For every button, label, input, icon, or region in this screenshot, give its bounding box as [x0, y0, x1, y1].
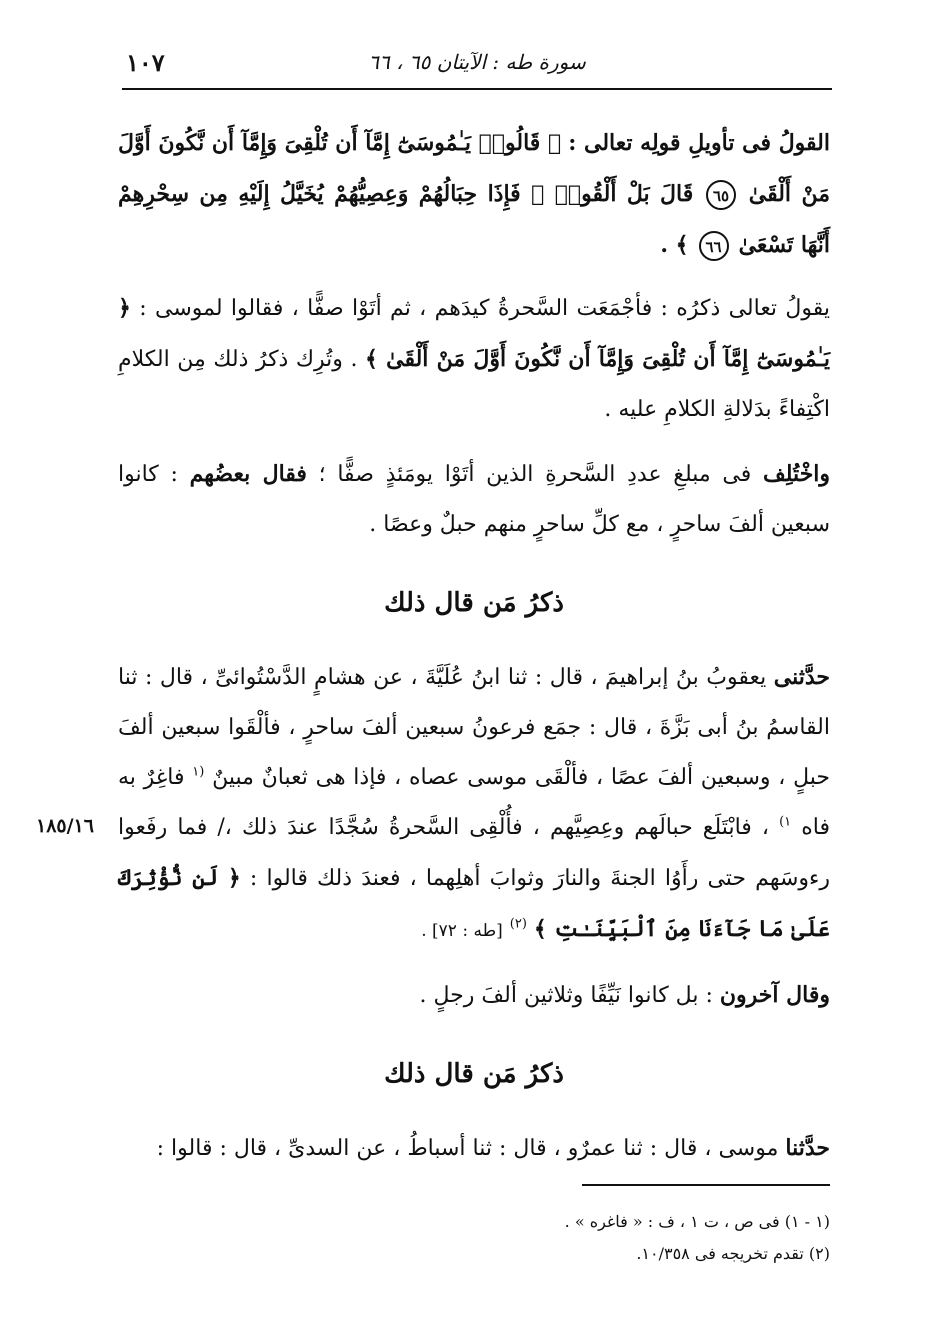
main-text — [118, 118, 830, 1188]
quran-verse: ﴿ لَن نُّؤْثِرَكَ عَلَىٰ مَا جَآءَنَا مِنَ ٱلْبَيِّنَـٰتِ ﴾ — [118, 865, 830, 942]
footnote-marker: (١ — [192, 764, 205, 780]
paragraph-text: يقولُ تعالى ذكرُه : فأجْمَعَت السَّحرةُ كيدَهم ، ثم أتَوْا صفًّا ، فقالوا لموسى : — [139, 296, 830, 321]
quran-verse: قَالَ بَلْ أَلْقُوا۟ ۖ فَإِذَا حِبَالُهُمْ وَعِصِيُّهُمْ يُخَيَّلُ إِلَيْهِ مِن سِحْرِهِمْ أَنَّهَا تَسْعَىٰ — [118, 181, 830, 258]
verse-reference: [طه : ٧٢] . — [421, 921, 503, 941]
footnote-marker: ١) — [779, 814, 792, 830]
paragraph-explanation — [118, 283, 830, 435]
quran-verse: ﴿ يَـٰمُوسَىٰٓ إِمَّآ أَن تُلْقِىَ وَإِمَّآ أَن نَّكُونَ أَوَّلَ مَنْ أَلْقَىٰ ﴾ — [118, 295, 831, 372]
paragraph-text: فاغِرٌ به فاه — [118, 765, 830, 840]
paragraph-emphasis: فقال بعضُهم — [189, 461, 307, 487]
margin-volume-reference: ١٨٥/١٦ — [36, 815, 94, 837]
page-header — [122, 38, 832, 90]
verse-number-marker: ٦٥ — [706, 180, 736, 210]
paragraph-disagreement — [118, 449, 830, 550]
section-heading: ذكرُ مَن قال ذلك — [384, 588, 564, 618]
footnote: (١ - ١) فى ص ، ت ١ ، ف : « فاغره » . — [564, 1212, 830, 1231]
running-head: سورة طه : الآيتان ٦٥ ، ٦٦ — [368, 50, 586, 74]
footnote: (٢) تقدم تخريجه فى ١٠/٣٥٨. — [636, 1244, 830, 1263]
paragraph-tafsir-heading — [118, 118, 830, 271]
paragraph-narration — [118, 652, 830, 956]
paragraph-text: : كانوا سبعين ألفَ ساحرٍ ، مع كلِّ ساحرٍ منهم حبلٌ وعصًا . — [118, 462, 830, 537]
paragraph-text: فى مبلغِ عددِ السَّحرةِ الذين أتَوْا يومَئذٍ صفًّا ؛ — [318, 462, 752, 487]
paragraph-text: يعقوبُ بنُ إبراهيمَ ، قال : ثنا ابنُ عُلَيَّةَ ، عن هشامٍ الدَّسْتُوائىِّ ، قال : ثنا القاسمُ بنُ أبى بَزَّةَ ، قال : جمَع فرعونُ سبعين ألفَ ساحرٍ ، فألْقَوا سبعين ألفَ حبلٍ ، وسبعين ألفَ عصًا ، فألْقَى موسى عصاه ، فإذا هى ثعبانٌ مبينٌ — [118, 665, 830, 790]
section-heading: ذكرُ مَن قال ذلك — [384, 1059, 564, 1089]
verse-number-marker: ٦٦ — [699, 231, 729, 261]
paragraph-lead: حدَّثنا — [785, 1135, 830, 1161]
paragraph-text: ، فابْتَلَع حبالَهم وعِصِيَّهم ، فأُلْقِى السَّحرةُ سُجَّدًا عندَ ذلك ،/ فما رفَعوا رءوسَهم حتى رأَوُا الجنةَ والنارَ وثوابَ أهلِهما ، فعندَ ذلك قالوا : — [118, 815, 830, 891]
paragraph-other-view — [118, 970, 830, 1021]
paragraph-lead: وقال آخرون — [719, 982, 830, 1008]
paragraph-lead: حدَّثنى — [773, 664, 830, 690]
paragraph-lead: القولُ فى تأويلِ قولِه تعالى : — [568, 130, 830, 156]
quran-verse: ﴿ قَالُوا۟ يَـٰمُوسَىٰٓ إِمَّآ أَن تُلْقِىَ وَإِمَّآ أَن نَّكُونَ أَوَّلَ مَنْ أَلْقَىٰ — [118, 130, 830, 207]
footnote-marker: (٢) — [509, 916, 527, 932]
paragraph-lead: واخْتُلِف — [763, 461, 831, 487]
paragraph-narration — [118, 1123, 830, 1174]
footnote-divider — [582, 1184, 830, 1186]
paragraph-text: موسى ، قال : ثنا عمرٌو ، قال : ثنا أسباطُ ، عن السدىِّ ، قال : قالوا : — [156, 1136, 779, 1161]
verse-close: ﴾ . — [660, 232, 689, 258]
paragraph-text: : بل كانوا نَيِّفًا وثلاثين ألفَ رجلٍ . — [419, 983, 713, 1008]
footnotes — [300, 1206, 830, 1270]
page-number: ١٠٧ — [126, 48, 165, 77]
paragraph-text: . وتُرِك ذكرُ ذلك مِن الكلامِ اكْتِفاءً بدَلالةِ الكلامِ عليه . — [118, 347, 830, 422]
